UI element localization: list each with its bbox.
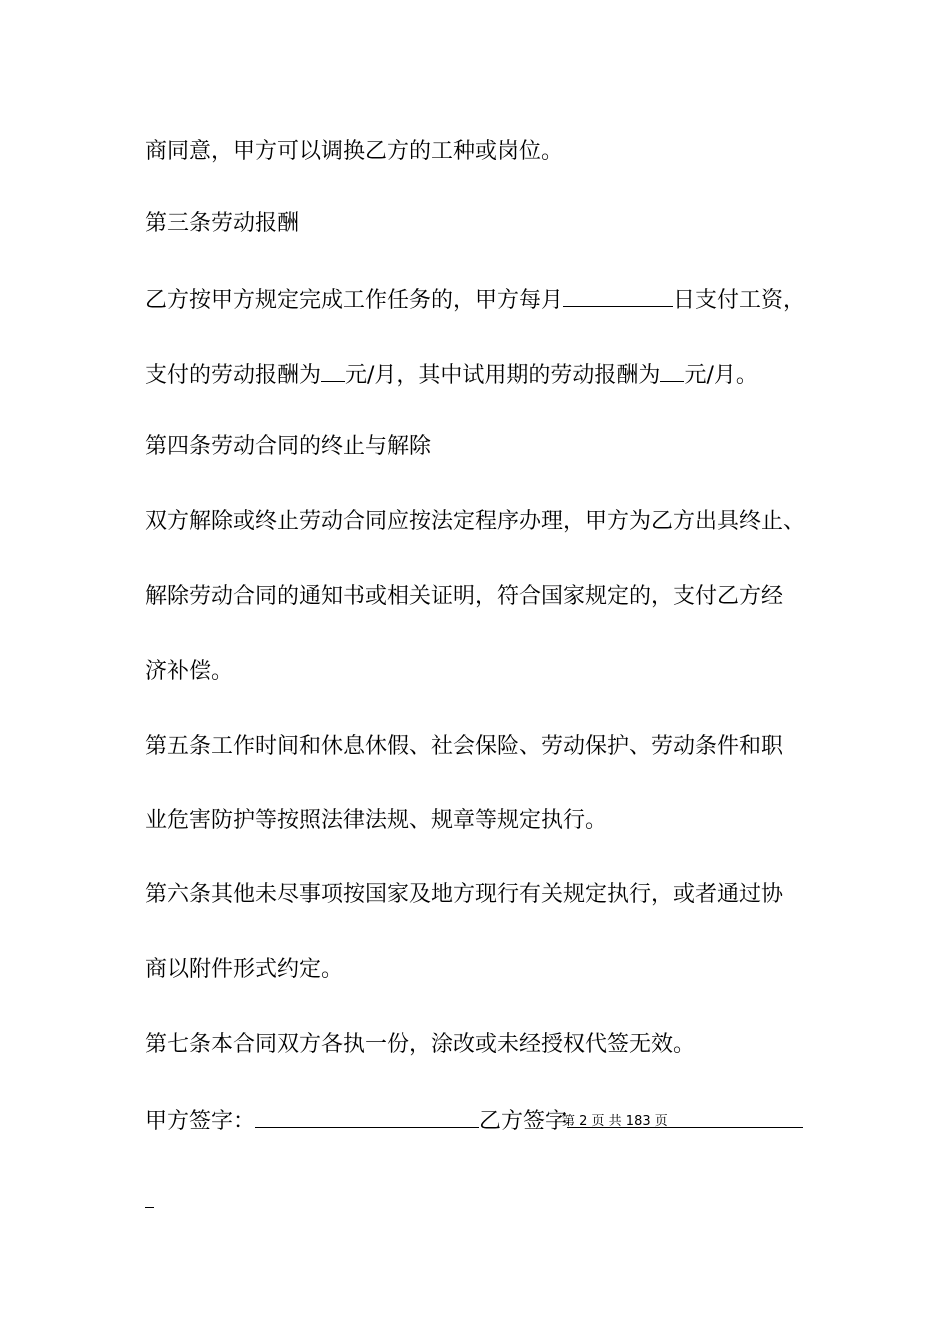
paragraph-line: 第七条本合同双方各执一份，涂改或未经授权代签无效。 bbox=[145, 1032, 696, 1057]
page-number: 第 2 页 共 183 页 bbox=[562, 1114, 668, 1129]
blank-field bbox=[660, 359, 684, 382]
paragraph-line: 商同意，甲方可以调换乙方的工种或岗位。 bbox=[145, 139, 564, 164]
blank-field bbox=[563, 284, 673, 307]
paragraph-line: 商以附件形式约定。 bbox=[145, 957, 344, 982]
signature-line bbox=[145, 1105, 803, 1137]
blank-field bbox=[321, 359, 345, 382]
text-segment: 支付的劳动报酬为 bbox=[145, 363, 322, 388]
party-a-signature-blank bbox=[255, 1105, 479, 1128]
text-segment: 日支付工资， bbox=[673, 288, 806, 313]
text-segment: 元/月。 bbox=[684, 363, 758, 388]
paragraph-line: 济补偿。 bbox=[145, 659, 234, 684]
article-heading: 第四条劳动合同的终止与解除 bbox=[145, 434, 432, 459]
trailing-underline bbox=[145, 1207, 154, 1208]
article-heading: 第三条劳动报酬 bbox=[145, 211, 300, 236]
paragraph-line: 第五条工作时间和休息休假、社会保险、劳动保护、劳动条件和职 bbox=[145, 734, 784, 759]
paragraph-line bbox=[145, 284, 805, 316]
paragraph-line: 第六条其他未尽事项按国家及地方现行有关规定执行，或者通过协 bbox=[145, 882, 784, 907]
paragraph-line bbox=[145, 359, 758, 391]
party-a-signature-label: 甲方签字： bbox=[145, 1109, 256, 1134]
paragraph-line: 双方解除或终止劳动合同应按法定程序办理，甲方为乙方出具终止、 bbox=[145, 509, 806, 534]
paragraph-line: 业危害防护等按照法律法规、规章等规定执行。 bbox=[145, 808, 608, 833]
text-segment: 乙方按甲方规定完成工作任务的，甲方每月 bbox=[145, 288, 564, 313]
text-segment: 元/月，其中试用期的劳动报酬为 bbox=[345, 363, 661, 388]
party-b-signature-label: 乙方签字 bbox=[479, 1109, 568, 1134]
paragraph-line: 解除劳动合同的通知书或相关证明，符合国家规定的，支付乙方经 bbox=[145, 584, 784, 609]
